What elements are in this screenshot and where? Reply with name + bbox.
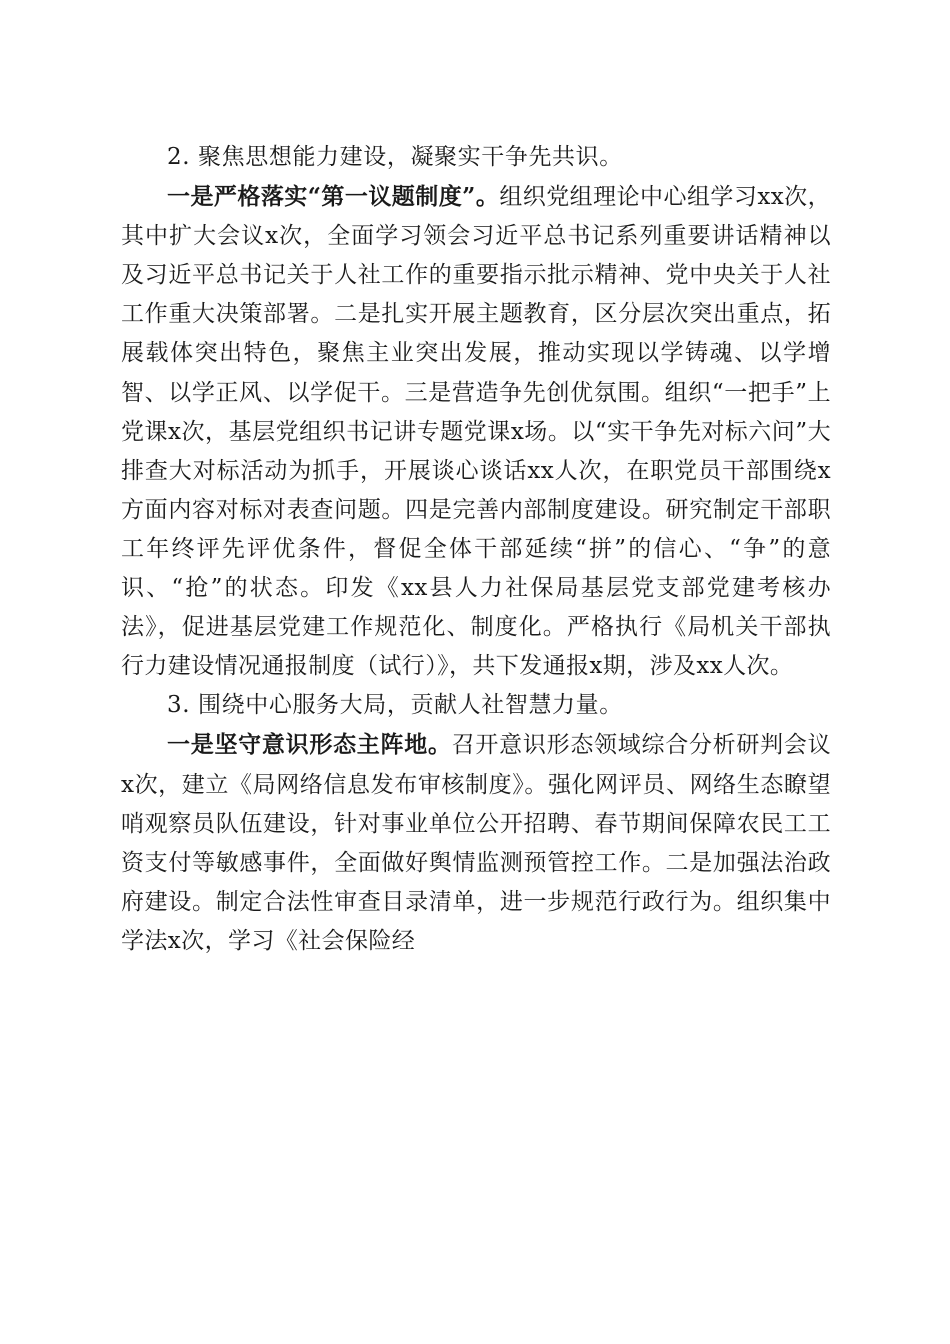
section-2-heading: 2. 聚焦思想能力建设，凝聚实干争先共识。	[167, 144, 623, 170]
section-3-lead-sentence: 一是坚守意识形态主阵地。	[167, 731, 452, 759]
section-3-paragraph	[121, 725, 831, 961]
section-3-body-text: 召开意识形态领域综合分析研判会议x次，建立《局网络信息发布审核制度》。强化网评员、网络生态瞭望哨观察员队伍建设，针对事业单位公开招聘、春节期间保障农民工工资支付等敏感事件，全面做好舆情监测预管控工作。二是加强法治政府建设。制定合法性审查目录清单，进一步规范行政行为。组织集中学法x次，学习《社会保险经	[121, 732, 831, 954]
section-3-heading: 3. 围绕中心服务大局，贡献人社智慧力量。	[167, 692, 623, 719]
section-2-lead-sentence: 一是严格落实“第一议题制度”。	[167, 183, 500, 211]
document-body	[121, 138, 831, 961]
section-2-paragraph	[121, 177, 831, 686]
section-2-body-text: 组织党组理论中心组学习xx次，其中扩大会议x次，全面学习领会习近平总书记系列重要讲话精神以及习近平总书记关于人社工作的重要指示批示精神、党中央关于人社工作重大决策部署。二是扎实开展主题教育，区分层次突出重点，拓展载体突出特色，聚焦主业突出发展，推动实现以学铸魂、以学增智、以学正风、以学促干。三是营造争先创优氛围。组织“一把手”上党课x次，基层党组织书记讲专题党课x场。以“实干争先对标六问”大排查大对标活动为抓手，开展谈心谈话xx人次，在职党员干部围绕x方面内容对标对表查问题。四是完善内部制度建设。研究制定干部职工年终评先评优条件，督促全体干部延续“拼”的信心、“争”的意识、“抢”的状态。印发《xx县人力社保局基层党支部党建考核办法》，促进基层党建工作规范化、制度化。严格执行《局机关干部执行力建设情况通报制度（试行）》，共下发通报x期，涉及xx人次。	[121, 184, 831, 680]
